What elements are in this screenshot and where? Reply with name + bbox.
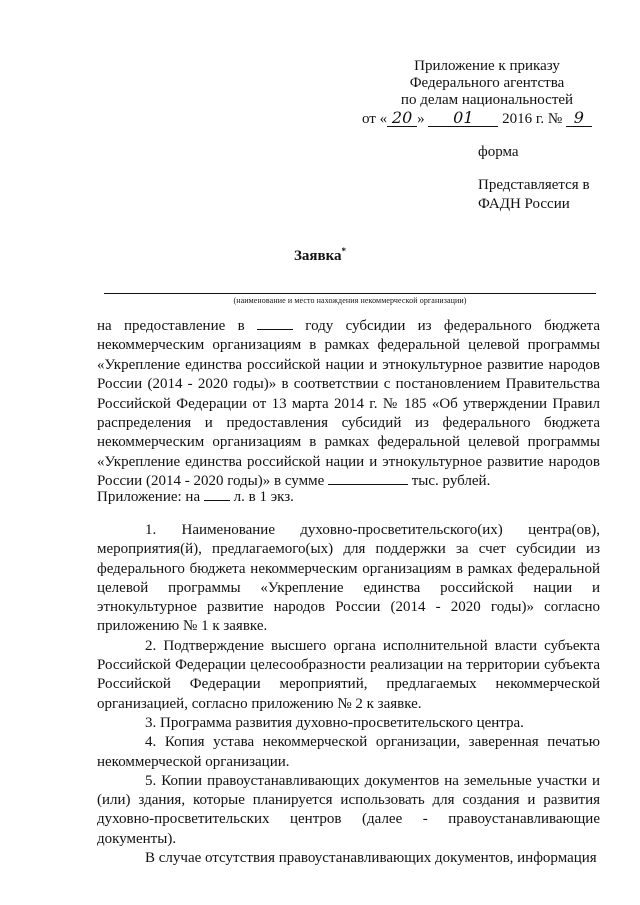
main-prefix: на предоставление в xyxy=(97,318,245,334)
title-text: Заявка xyxy=(293,248,342,264)
organization-caption: (наименование и место нахождения некоммерческой организации) xyxy=(233,296,467,305)
attachment-line xyxy=(97,488,600,507)
sheets-blank xyxy=(204,488,230,501)
main-paragraph xyxy=(97,317,600,492)
date-prefix: от « xyxy=(362,111,388,127)
appendix-line-3: по делам национальностей xyxy=(400,92,574,108)
year-blank xyxy=(257,317,293,330)
handwritten-order-number: 9 xyxy=(566,109,592,127)
organization-name-line xyxy=(104,293,596,294)
date-day-suffix: » xyxy=(417,111,425,127)
appendix-header xyxy=(362,58,612,128)
list-item: 1. Наименование духовно-просветительского(их) центра(ов), мероприятия(й), предлагаемого(ых) для поддержки за счет субсидии из федерального бюджета некоммерческим организациям в рамках федеральной целевой программы «Укрепление единства российской нации и этнокультурное развитие народов России (2014 - 2020 годы)» согласно приложению № 1 к заявке. xyxy=(97,522,600,635)
handwritten-month: 01 xyxy=(428,109,498,127)
main-text: году субсидии из федерального бюджета некоммерческим организациям в рамках федеральной целевой программы «Укрепление единства российской нации и этнокультурное развитие народов России (2014 - 2020 годы)» в соответствии с постановлением Правительства Российской Федерации от 13 марта 2014 г. № 185 «Об утверждении Правил распределения и предоставления субсидий из федерального бюджета некоммерческим организациям в рамках федеральной целевой программы «Укрепление единства российской нации и этнокультурное развитие народов России (2014 - 2020 годы)» в сумме xyxy=(97,318,601,490)
main-suffix: тыс. рублей. xyxy=(411,473,491,490)
appendix-line-1: Приложение к приказу xyxy=(414,58,560,74)
handwritten-day: 20 xyxy=(387,109,417,127)
presented-to xyxy=(478,176,590,214)
list-item: 5. Копии правоустанавливающих документов на земельные участки и (или) здания, которые планируется использовать для создания и развития духовно-просветительских центров (далее - правоустанавливающие документы). xyxy=(97,772,600,847)
date-year: 2016 г. № xyxy=(502,111,563,127)
list-item: 4. Копия устава некоммерческой организации, заверенная печатью некоммерческой организации. xyxy=(97,734,600,770)
amount-blank xyxy=(328,472,408,485)
presented-line-1: Представляется в xyxy=(478,177,590,193)
attachment-suffix: л. в 1 экз. xyxy=(233,489,294,505)
list-item: 2. Подтверждение высшего органа исполнительной власти субъекта Российской Федерации целесообразности реализации на территории субъекта Российской Федерации мероприятий, предлагаемых некоммерческой организацией, согласно приложению № 2 к заявке. xyxy=(97,637,600,712)
attachment-prefix: Приложение: на xyxy=(97,489,201,505)
form-label: форма xyxy=(478,144,519,160)
appendix-line-2: Федерального агентства xyxy=(409,75,565,91)
attachments-list xyxy=(97,521,600,868)
title-footnote-mark: * xyxy=(341,246,347,256)
document-title xyxy=(0,246,640,265)
list-item: В случае отсутствия правоустанавливающих документов, информация xyxy=(145,850,597,867)
appendix-date-line xyxy=(362,109,612,128)
presented-line-2: ФАДН России xyxy=(478,196,570,212)
list-item: 3. Программа развития духовно-просветительского центра. xyxy=(145,714,524,731)
